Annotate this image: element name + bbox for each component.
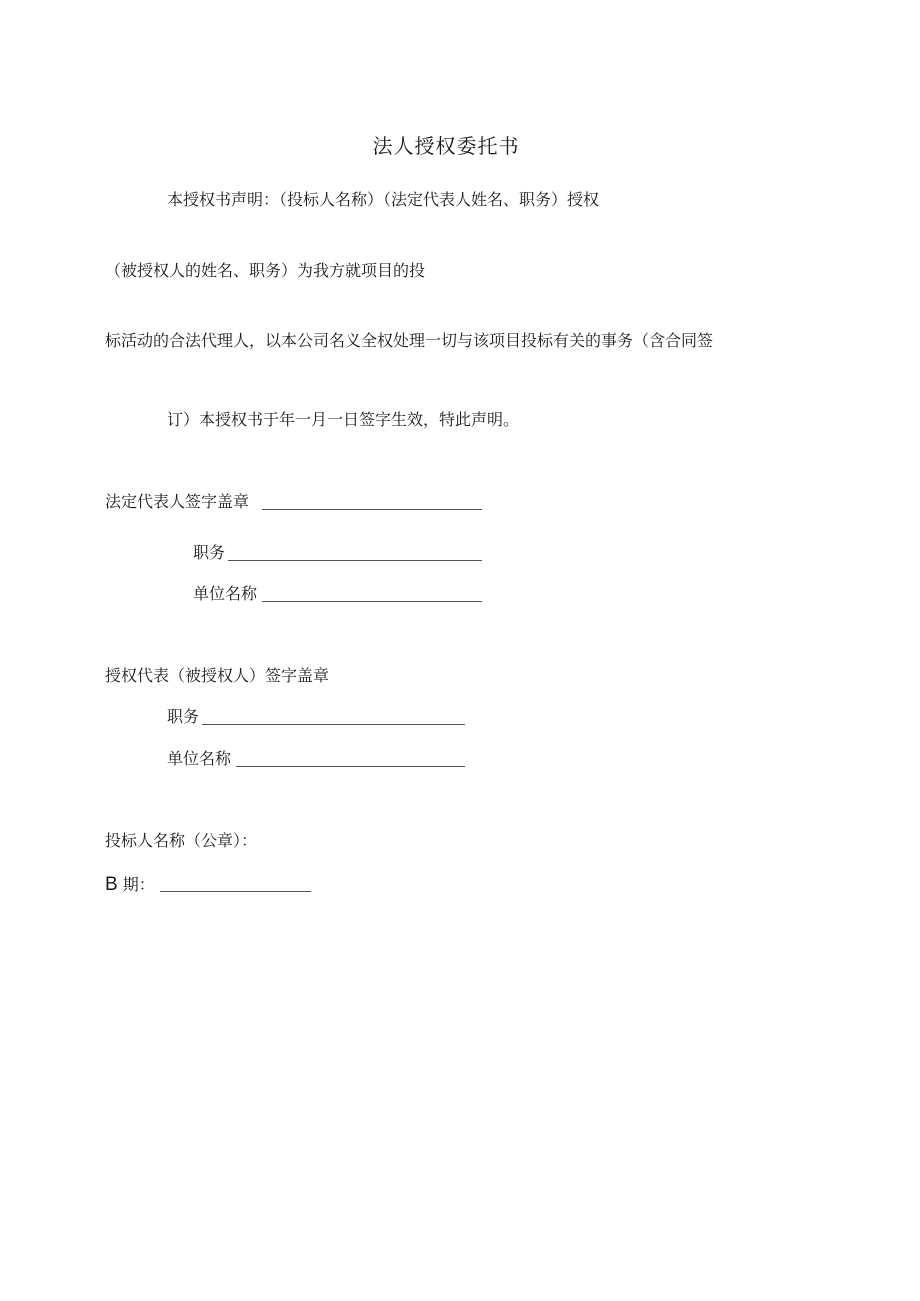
date-prefix: B xyxy=(105,874,118,895)
paragraph-line-4: 订）本授权书于年一月一日签字生效，特此声明。 xyxy=(167,410,520,429)
date-blank[interactable] xyxy=(160,891,311,892)
authorized-rep-position-label: 职务 xyxy=(167,707,200,726)
legal-rep-signature-label: 法定代表人签字盖章 xyxy=(105,492,250,511)
document-title: 法人授权委托书 xyxy=(372,134,520,158)
legal-rep-unit-blank[interactable] xyxy=(262,601,482,602)
legal-rep-position-blank[interactable] xyxy=(228,560,482,561)
authorized-rep-unit-blank[interactable] xyxy=(236,766,465,767)
bidder-name-label: 投标人名称（公章）： xyxy=(105,831,258,850)
paragraph-line-3: 标活动的合法代理人，以本公司名义全权处理一切与该项目投标有关的事务（含合同签 xyxy=(105,331,714,350)
legal-rep-signature-blank[interactable] xyxy=(262,509,482,510)
date-line xyxy=(105,875,155,895)
paragraph-line-2: （被授权人的姓名、职务）为我方就项目的投 xyxy=(105,261,426,280)
paragraph-line-1: 本授权书声明：（投标人名称）（法定代表人姓名、职务）授权 xyxy=(167,190,600,209)
legal-rep-unit-label: 单位名称 xyxy=(193,584,258,603)
date-label: 期： xyxy=(122,875,155,894)
authorized-rep-signature-label: 授权代表（被授权人）签字盖章 xyxy=(105,666,330,685)
authorized-rep-position-blank[interactable] xyxy=(202,724,465,725)
authorized-rep-unit-label: 单位名称 xyxy=(167,749,232,768)
legal-rep-position-label: 职务 xyxy=(193,543,226,562)
